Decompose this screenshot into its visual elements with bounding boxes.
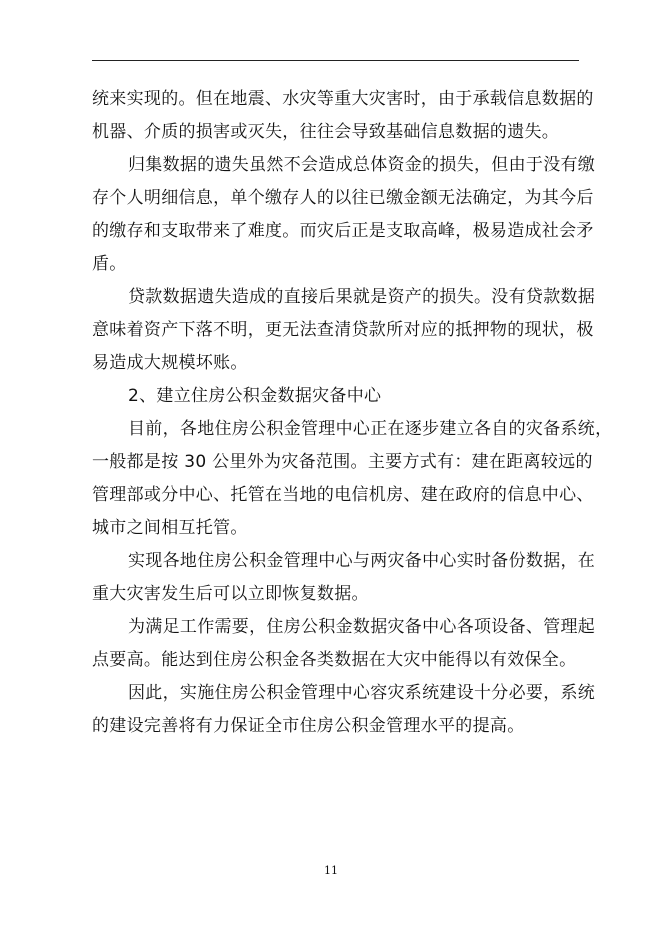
- body-text-line: 城市之间相互托管。: [92, 518, 248, 538]
- paragraph-first-line: 贷款数据遗失造成的直接后果就是资产的损失。没有贷款数据: [128, 287, 596, 307]
- body-text-line: 的缴存和支取带来了难度。而灾后正是支取高峰，极易造成社会矛: [92, 221, 594, 241]
- paragraph-first-line: 为满足工作需要，住房公积金数据灾备中心各项设备、管理起: [128, 617, 596, 637]
- paragraph-first-line: 因此，实施住房公积金管理中心容灾系统建设十分必要，系统: [128, 683, 596, 703]
- paragraph-first-line: 目前，各地住房公积金管理中心正在逐步建立各自的灾备系统，: [128, 419, 613, 439]
- paragraph-first-line: 实现各地住房公积金管理中心与两灾备中心实时备份数据，在: [128, 551, 596, 571]
- body-text-line: 盾。: [92, 254, 127, 274]
- page-number: 11: [324, 864, 338, 877]
- body-text-line: 易造成大规模坏账。: [92, 353, 248, 373]
- body-text-line: 的建设完善将有力保证全市住房公积金管理水平的提高。: [92, 716, 525, 736]
- header-rule: [92, 60, 579, 61]
- section-heading: 2、建立住房公积金数据灾备中心: [128, 386, 382, 406]
- body-text-line: 重大灾害发生后可以立即恢复数据。: [92, 584, 369, 604]
- body-text-line: 统来实现的。但在地震、水灾等重大灾害时，由于承载信息数据的: [92, 89, 594, 109]
- body-text-line: 点要高。能达到住房公积金各类数据在大灾中能得以有效保全。: [92, 650, 577, 670]
- body-text-line: 一般都是按 30 公里外为灾备范围。主要方式有：建在距离较远的: [92, 452, 593, 472]
- body-text-line: 意味着资产下落不明，更无法查清贷款所对应的抵押物的现状，极: [92, 320, 594, 340]
- body-text-line: 管理部或分中心、托管在当地的电信机房、建在政府的信息中心、: [92, 485, 594, 505]
- paragraph-first-line: 归集数据的遗失虽然不会造成总体资金的损失，但由于没有缴: [128, 155, 596, 175]
- body-text-line: 机器、介质的损害或灭失，往往会导致基础信息数据的遗失。: [92, 122, 560, 142]
- body-text-line: 存个人明细信息，单个缴存人的以往已缴金额无法确定，为其今后: [92, 188, 594, 208]
